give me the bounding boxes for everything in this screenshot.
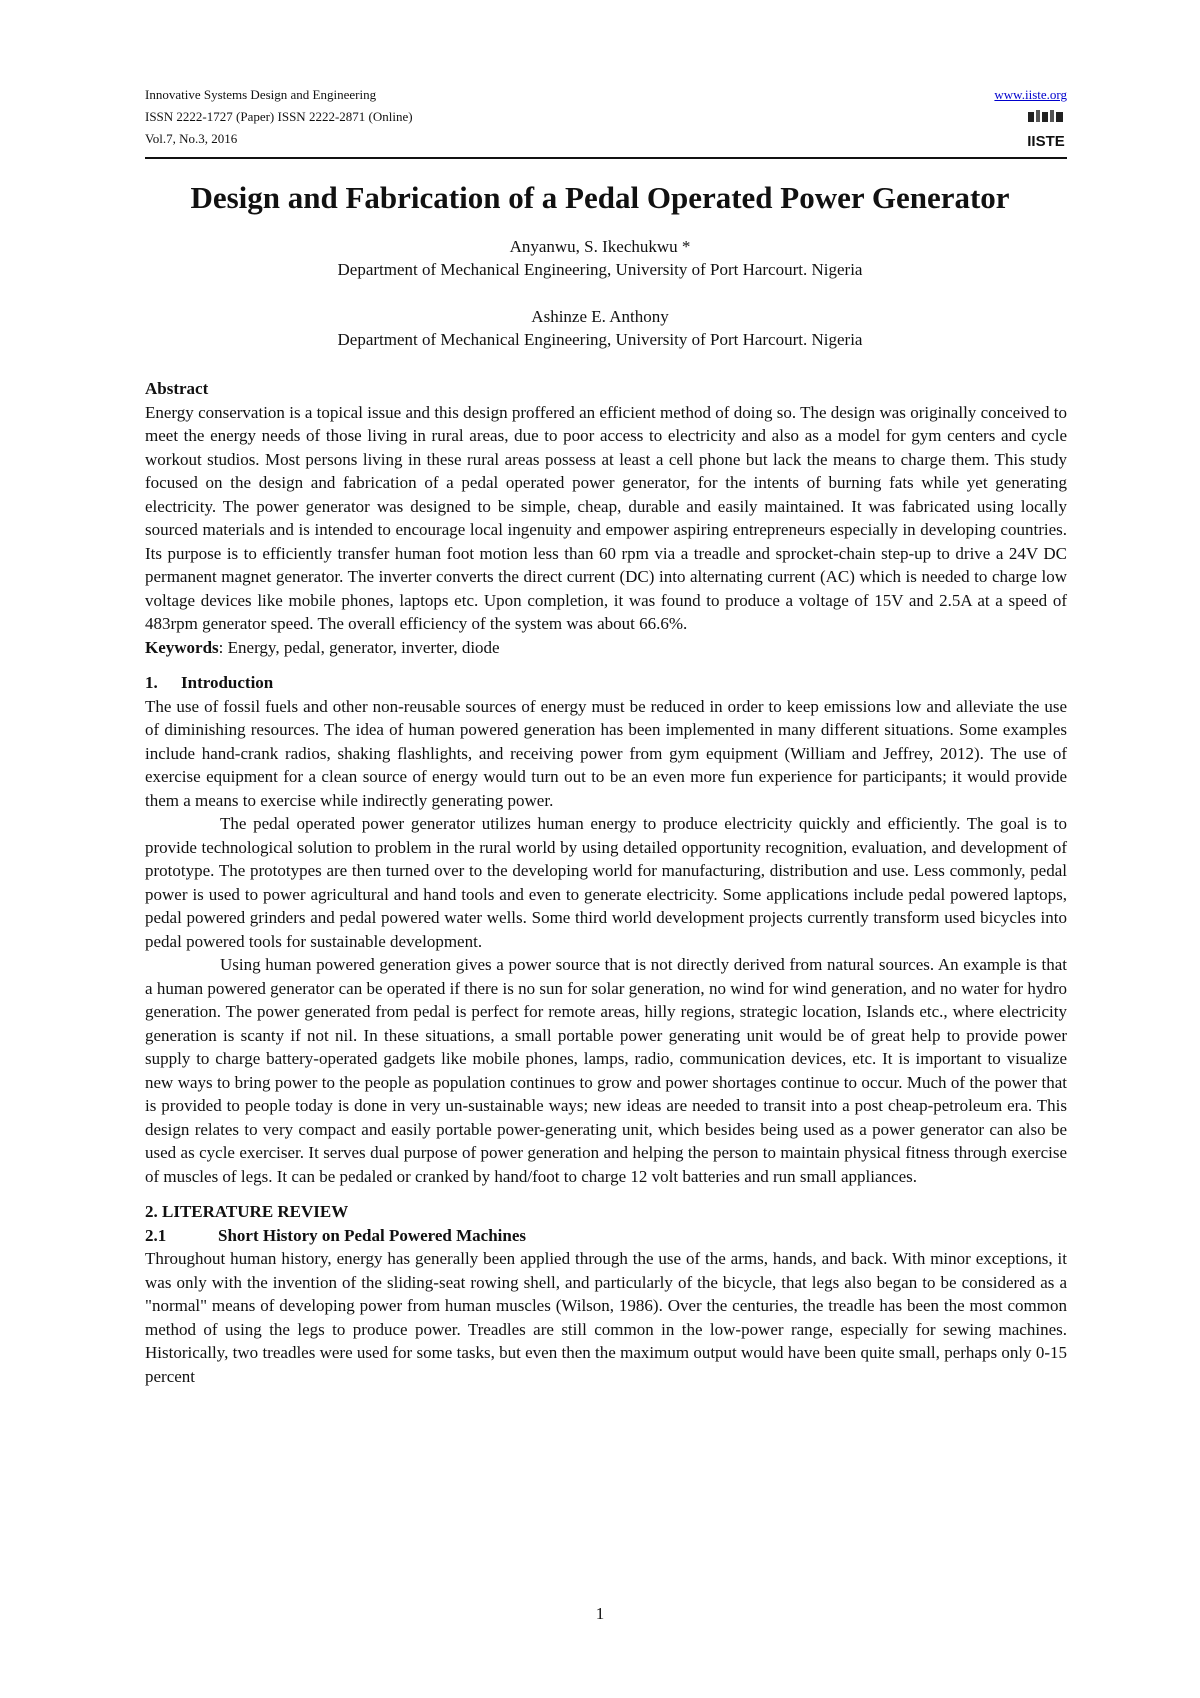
volume-line: Vol.7, No.3, 2016 (145, 131, 238, 146)
issn-line: ISSN 2222-1727 (Paper) ISSN 2222-2871 (Online) (145, 109, 413, 124)
journal-header (145, 84, 1067, 156)
page-number: 1 (595, 1604, 605, 1623)
author-name: Anyanwu, S. Ikechukwu * (509, 237, 691, 256)
logo-text: IISTE (1027, 133, 1065, 150)
subsection-number: 2.1 (145, 1225, 167, 1245)
author-name: Ashinze E. Anthony (531, 307, 669, 326)
paragraph: Throughout human history, energy has generally been applied through the use of the arms, hands, and back. With minor exceptions, it was only with the invention of the sliding-seat rowing shell, and particularly of the bicycle, that legs also began to be considered as a "normal" means of developing power from human muscles (Wilson, 1986). Over the centuries, the treadle has been the most common method of using the legs to produce power. Treadles are still common in the low-power range, especially for sewing machines. Historically, two treadles were used for some tasks, but even then the maximum output would have been quite small, perhaps only 0-15 percent (145, 1249, 1067, 1386)
subsection-title: Short History on Pedal Powered Machines (218, 1225, 527, 1245)
journal-name: Innovative Systems Design and Engineering (145, 87, 377, 102)
journal-url-link[interactable]: www.iiste.org (994, 87, 1067, 102)
paper-title: Design and Fabrication of a Pedal Operated Power Generator (190, 180, 1010, 215)
paper-body (145, 377, 1067, 1388)
section-number: 1. (145, 673, 158, 692)
section-title: Introduction (181, 673, 274, 692)
keywords-list: : Energy, pedal, generator, inverter, diode (218, 637, 500, 657)
keywords-label: Keywords (145, 637, 219, 657)
paragraph: Using human powered generation gives a power source that is not directly derived from natural sources. An example is that a human powered generator can be operated if there is no sun for solar generation, no wind for wind generation, and no water for hydro generation. The power generated from pedal is perfect for remote areas, hilly regions, strategic location, Islands etc., where electricity generation is scanty if not nil. In these situations, a small portable power generating unit would be of great help to provide power supply to charge battery-operated gadgets like mobile phones, lamps, radio, communication devices, etc. It is important to visualize new ways to bring power to the people as population continues to grow and power shortages continue to occur. Much of the power that is provided to people today is done in very un-sustainable ways; new ideas are needed to transit into a post cheap-petroleum era. This design relates to very compact and easily portable power-generating unit, which besides being used as a power generator can also be used as cycle exerciser. It serves dual purpose of power generation and helping the person to maintain physical fitness through exercise of muscles of legs. It can be pedaled or cranked by hand/foot to charge 12 volt batteries and run small appliances. (145, 955, 1067, 1186)
paragraph: The use of fossil fuels and other non-reusable sources of energy must be reduced in order to keep emissions low and alleviate the use of diminishing resources. The idea of human powered generation has been implemented in many different situations. Some examples include hand-crank radios, shaking flashlights, and receiving power from gym equipment (William and Jeffrey, 2012). The use of exercise equipment for a clean source of energy would turn out to be an even more fun experience for participants; it would provide them a means to exercise while indirectly generating power. (145, 696, 1067, 810)
author-block (0, 235, 1200, 351)
paragraph: The pedal operated power generator utilizes human energy to produce electricity quickly and efficiently. The goal is to provide technological solution to problem in the rural world by using detailed opportunity recognition, evaluation, and development of prototype. The prototypes are then turned over to the developing world for manufacturing, distribution and use. Less commonly, pedal power is used to power agricultural and hand tools and even to generate electricity. Some applications include pedal powered laptops, pedal powered grinders and pedal powered water wells. Some third world development projects currently transform used bicycles into pedal powered tools for sustainable development. (145, 814, 1067, 951)
author-affiliation: Department of Mechanical Engineering, University of Port Harcourt. Nigeria (337, 260, 863, 279)
header-rule (145, 157, 1067, 159)
section-heading-introduction (145, 671, 1067, 695)
abstract-heading: Abstract (145, 379, 209, 398)
keywords-line (145, 636, 1067, 660)
abstract-text: Energy conservation is a topical issue and this design proffered an efficient method of doing so. The design was originally conceived to meet the energy needs of those living in rural areas, due to poor access to electricity and also as a model for gym centers and cycle workout studios. Most persons living in these rural areas possess at least a cell phone but lack the means to charge them. This study focused on the design and fabrication of a pedal operated power generator, for the intents of burning fats while yet generating electricity. The power generator was designed to be simple, cheap, durable and easily maintained. It was fabricated using locally sourced materials and is intended to encourage local ingenuity and empower aspiring entrepreneurs especially in developing countries. Its purpose is to efficiently transfer human foot motion less than 60 rpm via a treadle and sprocket-chain step-up to drive a 24V DC permanent magnet generator. The inverter converts the direct current (DC) into alternating current (AC) which is needed to charge low voltage devices like mobile phones, laptops etc. Upon completion, it was found to produce a voltage of 15V and 2.5A at a speed of 483rpm generator speed. The overall efficiency of the system was about 66.6%. (145, 402, 1067, 633)
subsection-heading (145, 1224, 1067, 1248)
iiste-logo-icon (1026, 108, 1066, 152)
author-affiliation: Department of Mechanical Engineering, University of Port Harcourt. Nigeria (337, 330, 863, 349)
section-heading-literature-review: 2. LITERATURE REVIEW (145, 1202, 349, 1221)
